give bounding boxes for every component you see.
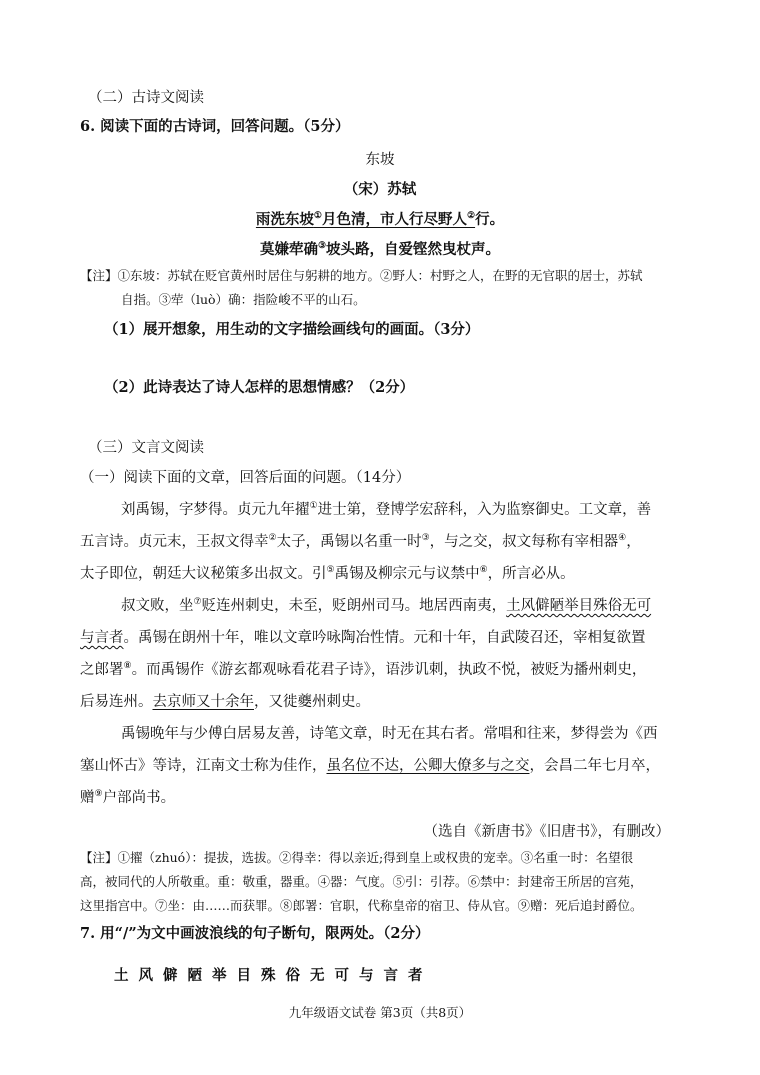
page-footer: 九年级语文试卷 第3页（共8页） xyxy=(288,1005,472,1020)
section-heading-poetry: （二）古诗文阅读 xyxy=(88,90,204,106)
footnote-marker: ② xyxy=(268,533,277,544)
passage-notes-line-1: 【注】①擢（zhuó）：提拔，选拔。②得幸：得以亲近;得到皇上或权贵的宠幸。③名重一时：名望很 xyxy=(80,850,634,865)
footnote-marker: ⑤ xyxy=(326,565,335,576)
wavy-underlined-sentence: 土风僻陋举目殊俗无可 xyxy=(506,598,652,614)
passage-p3-line-3: 赠⑨户部尚书。 xyxy=(80,789,176,806)
question-7-sentence: 土风僻陋举目殊俗无可与言者 xyxy=(114,967,433,984)
footnote-marker: ⑧ xyxy=(123,661,132,672)
question-6-prompt: 6. 阅读下面的古诗词，回答问题。（5分） xyxy=(80,118,350,135)
passage-p2-line-3: 之郎署⑧。而禹锡作《游玄都观咏看花君子诗》，语涉讥刺，执政不悦，被贬为播州刺史， xyxy=(80,661,647,678)
wavy-underlined-sentence-cont: 与言者 xyxy=(80,630,124,646)
passage-prompt: （一）阅读下面的文章，回答后面的问题。（14分） xyxy=(80,470,411,486)
passage-notes-line-2: 高，被同代的人所敬重。重：敬重，器重。④器：气度。⑤引：引荐。⑥禁中：封建帝王所居的宫苑， xyxy=(80,874,643,889)
passage-p2-line-2: 与言者。禹锡在朗州十年，唯以文章吟咏陶冶性情。元和十年，自武陵召还，宰相复欲置 xyxy=(80,630,646,646)
footnote-marker: ③ xyxy=(317,241,327,252)
question-6-sub-1: （1）展开想象，用生动的文字描绘画线句的画面。（3分） xyxy=(104,321,480,338)
poem-title: 东坡 xyxy=(365,152,395,168)
passage-p2-line-4: 后易连州。去京师又十余年，又徙夔州刺史。 xyxy=(80,694,370,710)
passage-p3-line-2: 塞山怀古》等诗，江南文士称为佳作，虽名位不达，公卿大僚多与之交，会昌二年七月卒， xyxy=(80,758,660,774)
poem-line-1: 雨洗东坡①月色清，市人行尽野人②行。 xyxy=(255,211,505,228)
passage-p2-line-1: 叔文败，坐⑦贬连州刺史，未至，贬朗州司马。地居西南夷，土风僻陋举目殊俗无可 xyxy=(121,597,652,614)
passage-p3-line-1: 禹锡晚年与少傅白居易友善，诗笔文章，时无在其右者。常唱和往来，梦得尝为《西 xyxy=(121,726,658,742)
poem-note-line-2: 自指。③荦（luò）确：指险峻不平的山石。 xyxy=(121,292,366,307)
poem-note-line-1: 【注】①东坡：苏轼在贬官黄州时居住与躬耕的地方。②野人：村野之人，在野的无官职的居士，苏轼 xyxy=(80,268,643,283)
passage-source: （选自《新唐书》《旧唐书》，有删改） xyxy=(423,824,670,840)
underlined-sentence: 去京师又十余年 xyxy=(152,694,254,710)
passage-p1-line-1: 刘禹锡，字梦得。贞元九年擢①进士第，登博学宏辞科，入为监察御史。工文章，善 xyxy=(121,501,652,518)
question-6-sub-2: （2）此诗表达了诗人怎样的思想情感？（2分） xyxy=(104,379,415,396)
underlined-sentence: 虽名位不达，公卿大僚多与之交 xyxy=(326,758,530,774)
question-7-prompt: 7. 用“/”为文中画波浪线的句子断句，限两处。（2分） xyxy=(80,925,430,942)
poem-line-1-underlined: 雨洗东坡①月色清，市人行尽野人② xyxy=(255,211,476,228)
footnote-marker: ⑦ xyxy=(193,597,202,608)
passage-p1-line-2: 五言诗。贞元末，王叔文得幸②太子，禹锡以名重一时③，与之交，叔文每称有宰相器④， xyxy=(80,533,641,550)
footnote-marker: ① xyxy=(309,501,318,512)
section-heading-classical: （三）文言文阅读 xyxy=(88,440,204,456)
passage-p1-line-3: 太子即位，朝廷大议秘策多出叔文。引⑤禹锡及柳宗元与议禁中⑥，所言必从。 xyxy=(80,565,575,582)
footnote-marker: ④ xyxy=(618,533,627,544)
footnote-marker: ③ xyxy=(421,533,430,544)
footnote-marker: ① xyxy=(313,211,322,222)
poem-line-2: 莫嫌荦确③坡头路，自爱铿然曳杖声。 xyxy=(259,241,501,258)
footnote-marker: ⑨ xyxy=(94,789,103,800)
footnote-marker: ② xyxy=(467,211,476,222)
footnote-marker: ⑥ xyxy=(479,565,488,576)
passage-notes-line-3: 这里指宫中。⑦坐：由……而获罪。⑧郎署：官职，代称皇帝的宿卫、侍从官。⑨赠：死后追封爵位。 xyxy=(80,898,643,913)
poem-author: （宋）苏轼 xyxy=(343,181,417,198)
